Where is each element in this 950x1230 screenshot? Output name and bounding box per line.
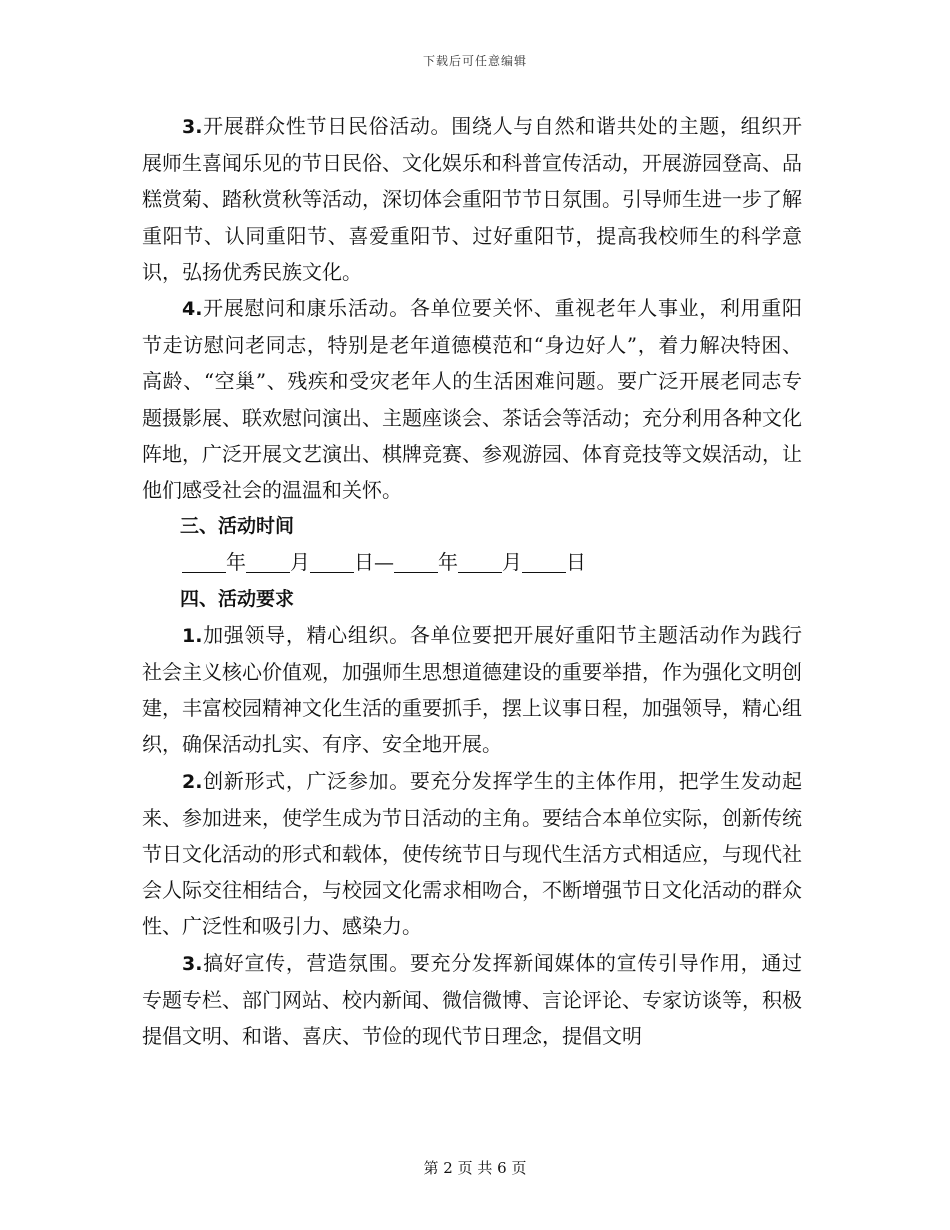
date-day-1: 日—	[354, 550, 394, 575]
date-day-2: 日	[566, 550, 586, 575]
date-blank	[182, 550, 226, 573]
section-heading-activity-time: 三、活动时间	[180, 515, 295, 538]
activity-date-line	[142, 544, 802, 580]
date-blank	[522, 550, 566, 573]
date-month-2: 月	[502, 550, 522, 575]
date-blank	[394, 550, 438, 573]
paragraph-text: 开展群众性节日民俗活动。围绕人与自然和谐共处的主题，组织开展师生喜闻乐见的节日民俗、文化娱乐和科普宣传活动，开展游园登高、品糕赏菊、踏秋赏秋等活动，深切体会重阳节节日氛围。引导师生进一步了解重阳节、认同重阳节、喜爱重阳节、过好重阳节，提高我校师生的科学意识，弘扬优秀民族文化。	[142, 114, 802, 284]
document-body	[142, 108, 802, 1054]
date-year-2: 年	[438, 550, 458, 575]
paragraph-text: 创新形式，广泛参加。要充分发挥学生的主体作用，把学生发动起来、参加进来，使学生成为节日活动的主角。要结合本单位实际，创新传统节日文化活动的形式和载体，使传统节日与现代生活方式相适应，与现代社会人际交往相结合，与校园文化需求相吻合，不断增强节日文化活动的群众性、广泛性和吸引力、感染力。	[142, 768, 802, 939]
date-year-1: 年	[226, 550, 246, 575]
page-header: 下载后可任意编辑	[422, 54, 527, 68]
item-number: 4.	[182, 298, 203, 321]
paragraph-text: 搞好宣传，营造氛围。要充分发挥新闻媒体的宣传引导作用，通过专题专栏、部门网站、校内新闻、微信微博、言论评论、专家访谈等，积极提倡文明、和谐、喜庆、节俭的现代节日理念，提倡文明	[142, 950, 802, 1049]
date-blank	[458, 550, 502, 573]
paragraph-item-3	[142, 108, 802, 290]
requirement-item-3	[142, 945, 802, 1055]
paragraph-text: 加强领导，精心组织。各单位要把开展好重阳节主题活动作为践行社会主义核心价值观，加强师生思想道德建设的重要举措，作为强化文明创建，丰富校园精神文化生活的重要抓手，摆上议事日程，加强领导，精心组织，确保活动扎实、有序、安全地开展。	[142, 622, 802, 757]
requirement-item-2	[142, 763, 802, 945]
item-number: 2.	[182, 770, 203, 793]
section-heading-activity-requirements: 四、活动要求	[180, 587, 295, 610]
date-blank	[310, 550, 354, 573]
page-footer: 第 2 页 共 6 页	[423, 1159, 527, 1177]
paragraph-text: 开展慰问和康乐活动。各单位要关怀、重视老年人事业，利用重阳节走访慰问老同志，特别是老年道德模范和“身边好人”，着力解决特困、高龄、“空巢”、残疾和受灾老年人的生活困难问题。要广泛开展老同志专题摄影展、联欢慰问演出、主题座谈会、茶话会等活动；充分利用各种文化阵地，广泛开展文艺演出、棋牌竞赛、参观游园、体育竞技等文娱活动，让他们感受社会的温温和关怀。	[142, 296, 802, 503]
requirement-item-1	[142, 617, 802, 763]
date-month-1: 月	[290, 550, 310, 575]
item-number: 1.	[182, 624, 203, 647]
item-number: 3.	[182, 952, 203, 975]
paragraph-item-4	[142, 290, 802, 508]
date-blank	[246, 550, 290, 573]
item-number: 3.	[182, 116, 203, 138]
